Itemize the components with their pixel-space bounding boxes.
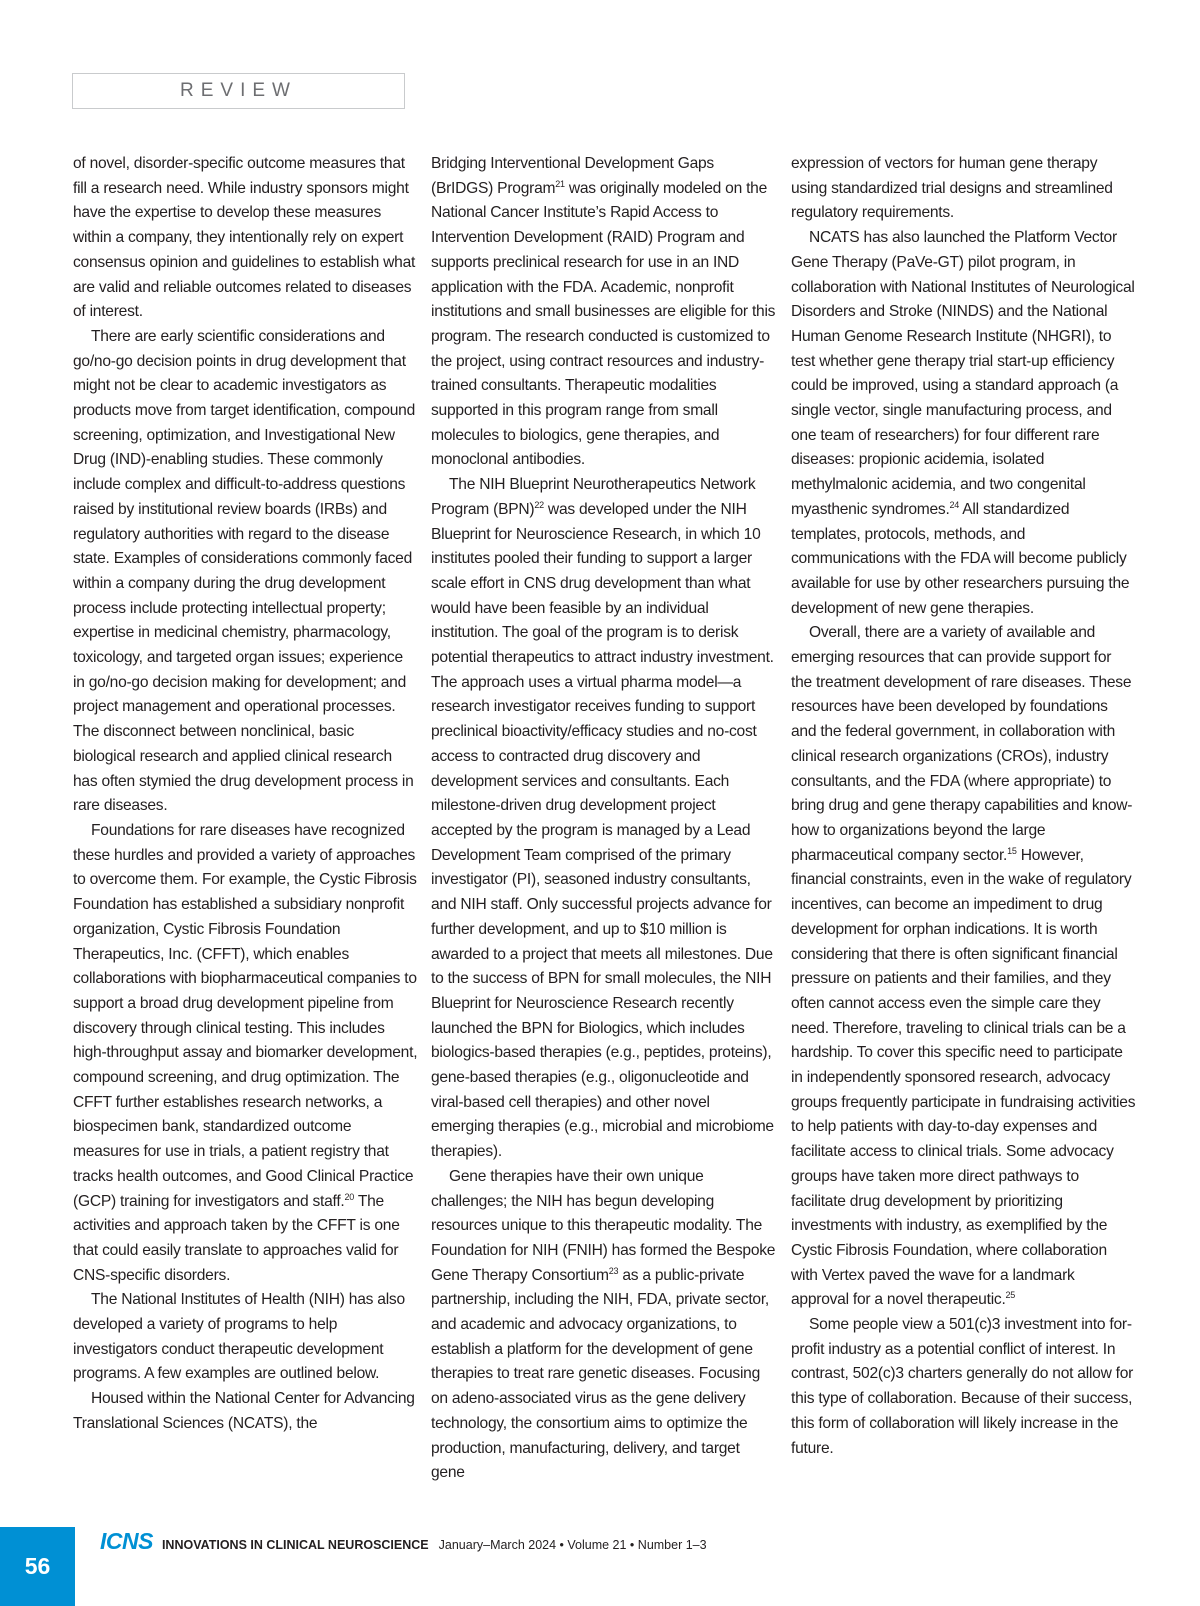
reference-superscript: 23 xyxy=(608,1265,619,1276)
paragraph-text: as a public-private partnership, including the NIH, FDA, private sector, and academic and advocacy organizations, to establish a platform for the development of gene therapies to treat rare genetic diseases. Focusing on adeno-associated virus as the gene delivery technology, the consortium aims to optimize the production, manufacturing, delivery, and target gene xyxy=(431,1266,770,1482)
paragraph-text: expression of vectors for human gene therapy using standardized trial designs and streamlined regulatory requirements. xyxy=(791,155,1113,222)
issue-info: January–March 2024 • Volume 21 • Number 1–3 xyxy=(438,1538,707,1552)
body-paragraph xyxy=(73,325,418,819)
paragraph-text: There are early scientific considerations and go/no-go decision points in drug development that might not be clear to academic investigators as products move from target identification, compound screening, optimization, and Investigational New Drug (IND)-enabling studies. These commonly include complex and difficult-to-address questions raised by institutional review boards (IRBs) and regulatory authorities with regard to the disease state. Examples of considerations commonly faced within a company during the drug development process include protecting intellectual property; expertise in medicinal chemistry, pharmacology, toxicology, and targeted organ issues; experience in go/no-go decision making for development; and project management and operational processes. The disconnect between nonclinical, basic biological research and applied clinical research has often stymied the drug development process in rare diseases. xyxy=(73,327,416,815)
paragraph-text: All standardized templates, protocols, methods, and communications with the FDA will become publicly available for use by other researchers pursuing the development of new gene therapies. xyxy=(791,500,1130,617)
journal-abbreviation: ICNS xyxy=(100,1528,153,1554)
paragraph-text: Some people view a 501(c)3 investment into for-profit industry as a potential conflict of interest. In contrast, 502(c)3 charters generally do not allow for this type of collaboration. Because of their success, this form of collaboration will likely increase in the future. xyxy=(791,1316,1134,1457)
paragraph-text: NCATS has also launched the Platform Vector Gene Therapy (PaVe-GT) pilot program, in collaboration with National Institutes of Neurological Disorders and Stroke (NINDS) and the National Human Genome Research Institute (NHGRI), to test whether gene therapy trial start-up efficiency could be improved, using a standard approach (a single vector, single manufacturing process, and one team of researchers) for four different rare diseases: propionic acidemia, isolated methylmalonic acidemia, and two congenital myasthenic syndromes. xyxy=(791,229,1135,518)
paragraph-text: Foundations for rare diseases have recognized these hurdles and provided a variety of approaches to overcome them. For example, the Cystic Fibrosis Foundation has established a subsidiary nonprofit organization, Cystic Fibrosis Foundation Therapeutics, Inc. (CFFT), which enables collaborations with biopharmaceutical companies to support a broad drug development pipeline from discovery through clinical testing. This includes high-throughput assay and biomarker development, compound screening, and drug optimization. The CFFT further establishes research networks, a biospecimen bank, standardized outcome measures for use in trials, a patient registry that tracks health outcomes, and Good Clinical Practice (GCP) training for investigators and staff. xyxy=(73,821,418,1210)
paragraph-text: was originally modeled on the National Cancer Institute’s Rapid Access to Intervention Development (RAID) Program and supports preclinical research for use in an IND application with the FDA. Academic, nonprofit institutions and small businesses are eligible for this program. The research conducted is customized to the project, using contract resources and industry-trained consultants. Therapeutic modalities supported in this program range from small molecules to biologics, gene therapies, and monoclonal antibodies. xyxy=(431,179,776,469)
article-column-2 xyxy=(431,152,776,1486)
section-header-box xyxy=(72,73,405,109)
body-paragraph xyxy=(791,226,1136,621)
journal-footer xyxy=(100,1528,707,1558)
paragraph-text: However, financial constraints, even in the wake of regulatory incentives, can become an impediment to drug development for orphan indications. It is worth considering that there is often significant financial pressure on patients and their families, and they often cannot access even the simple care they need. Therefore, traveling to clinical trials can be a hardship. To cover this specific need to participate in independently sponsored research, advocacy groups frequently participate in fundraising activities to help patients with day-to-day expenses and facilitate access to clinical trials. Some advocacy groups have taken more direct pathways to facilitate drug development by prioritizing investments with industry, as exemplified by the Cystic Fibrosis Foundation, where collaboration with Vertex paved the wave for a landmark approval for a novel therapeutic. xyxy=(791,846,1136,1309)
paragraph-text: Housed within the National Center for Advancing Translational Sciences (NCATS), the xyxy=(73,1390,415,1432)
paragraph-text: The National Institutes of Health (NIH) has also developed a variety of programs to help investigators conduct therapeutic development programs. A few examples are outlined below. xyxy=(73,1291,405,1383)
body-paragraph xyxy=(73,1387,418,1436)
paragraph-text: Bridging Interventional Development Gaps (BrIDGS) Program xyxy=(431,155,714,197)
body-paragraph xyxy=(791,621,1136,1313)
reference-superscript: 15 xyxy=(1007,845,1017,856)
paragraph-text: Overall, there are a variety of available and emerging resources that can provide support for the treatment development of rare diseases. These resources have been developed by foundations and the federal government, in collaboration with clinical research organizations (CROs), industry consultants, and the FDA (where appropriate) to bring drug and gene therapy capabilities and know-how to organizations beyond the large pharmaceutical company sector. xyxy=(791,624,1133,864)
paragraph-text: The NIH Blueprint Neurotherapeutics Network Program (BPN) xyxy=(431,476,756,518)
body-paragraph xyxy=(791,152,1136,226)
body-paragraph xyxy=(73,152,418,325)
paragraph-text: was developed under the NIH Blueprint for Neuroscience Research, in which 10 institutes pooled their funding to support a larger scale effort in CNS drug development than what would have been feasible by an individual institution. The goal of the program is to derisk potential therapeutics to attract industry investment. The approach uses a virtual pharma model—a research investigator receives funding to support preclinical bioactivity/efficacy studies and no-cost access to contracted drug discovery and development services and consultants. Each milestone-driven drug development project accepted by the program is managed by a Lead Development Team comprised of the primary investigator (PI), seasoned industry consultants, and NIH staff. Only successful projects advance for further development, and up to $10 million is awarded to a project that meets all milestones. Due to the success of BPN for small molecules, the NIH Blueprint for Neuroscience Research recently launched the BPN for Biologics, which includes biologics-based therapies (e.g., peptides, proteins), gene-based therapies (e.g., oligonucleotide and viral-based cell therapies) and other novel emerging therapies (e.g., microbial and microbiome therapies). xyxy=(431,500,774,1161)
paragraph-text: Gene therapies have their own unique challenges; the NIH has begun developing resources unique to this therapeutic modality. The Foundation for NIH (FNIH) has formed the Bespoke Gene Therapy Consortium xyxy=(431,1167,776,1284)
body-paragraph xyxy=(73,1288,418,1387)
body-paragraph xyxy=(431,1165,776,1486)
body-paragraph xyxy=(73,819,418,1288)
reference-superscript: 20 xyxy=(344,1191,355,1202)
reference-superscript: 21 xyxy=(555,178,565,189)
reference-superscript: 22 xyxy=(534,499,544,510)
paragraph-text: of novel, disorder-specific outcome measures that fill a research need. While industry sponsors might have the expertise to develop these measures within a company, they intentionally rely on expert consensus opinion and guidelines to establish what are valid and reliable outcomes related to diseases of interest. xyxy=(73,155,416,321)
body-paragraph xyxy=(431,473,776,1165)
page-number: 56 xyxy=(24,1553,51,1579)
body-paragraph xyxy=(431,152,776,473)
section-label: REVIEW xyxy=(180,80,297,101)
reference-superscript: 25 xyxy=(1005,1290,1016,1301)
page-number-box xyxy=(0,1527,75,1606)
journal-name: INNOVATIONS IN CLINICAL NEUROSCIENCE xyxy=(161,1538,429,1552)
paragraph-text: The activities and approach taken by the CFFT is one that could easily translate to approaches valid for CNS-specific disorders. xyxy=(73,1192,400,1284)
body-paragraph xyxy=(791,1313,1136,1461)
article-column-1 xyxy=(73,152,418,1437)
reference-superscript: 24 xyxy=(949,499,960,510)
article-column-3 xyxy=(791,152,1136,1461)
